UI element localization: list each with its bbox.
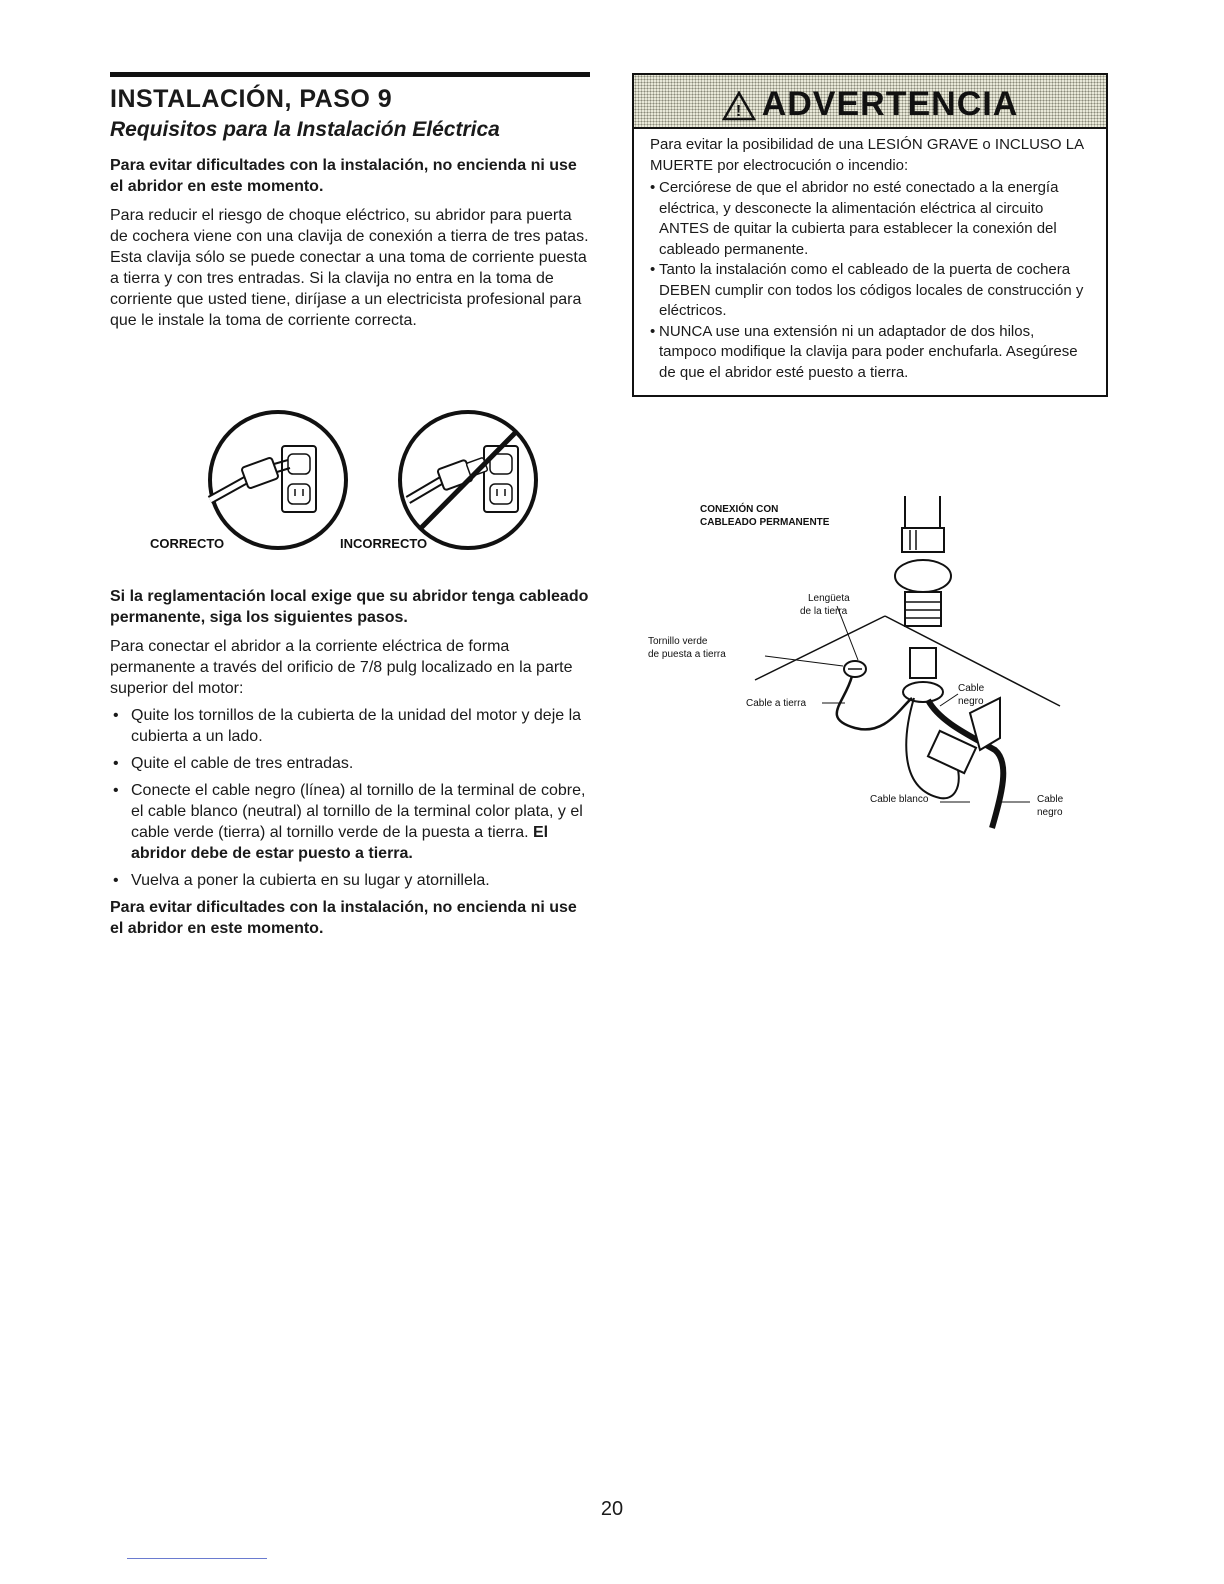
wiring-title-line1: CONEXIÓN CON xyxy=(700,504,779,515)
conduit-illustration xyxy=(895,496,951,702)
step-item xyxy=(110,780,590,864)
step-item: • Vuelva a poner la cubierta en su lugar y atornillela. xyxy=(110,870,590,891)
wiring-title-line2: CABLEADO PERMANENTE xyxy=(700,517,830,528)
step-item: • Quite los tornillos de la cubierta de la unidad del motor y deje la cubierta a un lado. xyxy=(110,705,590,747)
page-number: 20 xyxy=(600,1498,624,1520)
permanent-steps xyxy=(110,705,590,891)
warning-item: • NUNCA use una extensión ni un adaptador de dos hilos, tampoco modifique la clavija para poder enchufarla. Asegúrese de que el abridor esté puesto a tierra. xyxy=(650,322,1092,384)
ground-screw-illustration xyxy=(844,661,866,677)
ground-cable-label: Cable a tierra xyxy=(746,698,807,709)
tab-label-line2: de la tierra xyxy=(800,606,848,617)
black-cable-top-line1: Cable xyxy=(958,683,985,694)
svg-text:!: ! xyxy=(735,103,742,121)
intro-warning: Para evitar dificultades con la instalación, no encienda ni use el abridor en este momento. xyxy=(110,157,577,195)
wiring-diagram xyxy=(640,488,1080,848)
footer-rule xyxy=(127,1558,267,1559)
section-subtitle: Requisitos para la Instalación Eléctrica xyxy=(110,118,500,141)
black-cable-bottom-line1: Cable xyxy=(1037,794,1064,805)
black-cable-top-line2: negro xyxy=(958,696,984,707)
warning-intro: Para evitar la posibilidad de una LESIÓN GRAVE o INCLUSO LA MUERTE por electrocución o incendio: xyxy=(650,136,1084,174)
tab-label-line1: Lengüeta xyxy=(808,593,850,604)
permanent-intro: Si la reglamentación local exige que su abridor tenga cableado permanente, siga los siguientes pasos. xyxy=(110,588,589,626)
correct-plug-illustration xyxy=(210,412,346,548)
white-cable-label: Cable blanco xyxy=(870,794,929,805)
section-rule xyxy=(110,72,590,77)
screw-label-line1: Tornillo verde xyxy=(648,636,708,647)
warning-triangle-icon xyxy=(722,91,756,121)
permanent-outro: Para evitar dificultades con la instalación, no encienda ni use el abridor en este momento. xyxy=(110,899,577,937)
section-title: INSTALACIÓN, PASO 9 xyxy=(110,85,393,113)
warning-title: ADVERTENCIA xyxy=(761,85,1019,123)
black-cable-bottom-line2: negro xyxy=(1037,807,1063,818)
incorrect-label: INCORRECTO xyxy=(340,536,428,551)
intro-paragraph: Para reducir el riesgo de choque eléctrico, su abridor para puerta de cochera viene con una clavija de conexión a tierra de tres patas. Esta clavija sólo se puede conectar a una toma de corriente puesta a tierra y con tres entradas. Si la clavija no entra en la toma de corriente que usted tiene, diríjase a un electricista profesional para que le instale la toma de corriente correcta. xyxy=(110,207,589,329)
permanent-paragraph: Para conectar el abridor a la corriente eléctrica de forma permanente a través del orificio de 7/8 pulg localizado en la parte superior del motor: xyxy=(110,638,573,697)
step-text: Conecte el cable negro (línea) al tornillo de la terminal de cobre, el cable blanco (neutral) al tornillo de la terminal color plata, y el cable verde (tierra) al tornillo verde de la puesta a tierra. xyxy=(131,782,586,841)
screw-label-line2: de puesta a tierra xyxy=(648,649,726,660)
plug-figure xyxy=(150,388,550,558)
step-bold-note: El abridor debe de estar puesto a tierra. xyxy=(131,824,549,862)
warning-body xyxy=(634,129,1106,383)
warning-box xyxy=(632,73,1108,397)
incorrect-plug-illustration xyxy=(400,412,536,548)
warning-list xyxy=(650,178,1092,383)
warning-item: • Tanto la instalación como el cableado de la puerta de cochera DEBEN cumplir con todos los códigos locales de construcción y eléctricos. xyxy=(650,260,1092,322)
instructions-column xyxy=(110,72,590,331)
correct-label: CORRECTO xyxy=(150,536,225,551)
warning-header xyxy=(634,75,1106,129)
step-item: • Quite el cable de tres entradas. xyxy=(110,753,590,774)
warning-item: • Cerciórese de que el abridor no esté conectado a la energía eléctrica, y desconecte la alimentación eléctrica al circuito ANTES de quitar la cubierta para establecer la conexión del cableado permanente. xyxy=(650,178,1092,260)
permanent-wiring-instructions xyxy=(110,586,590,939)
